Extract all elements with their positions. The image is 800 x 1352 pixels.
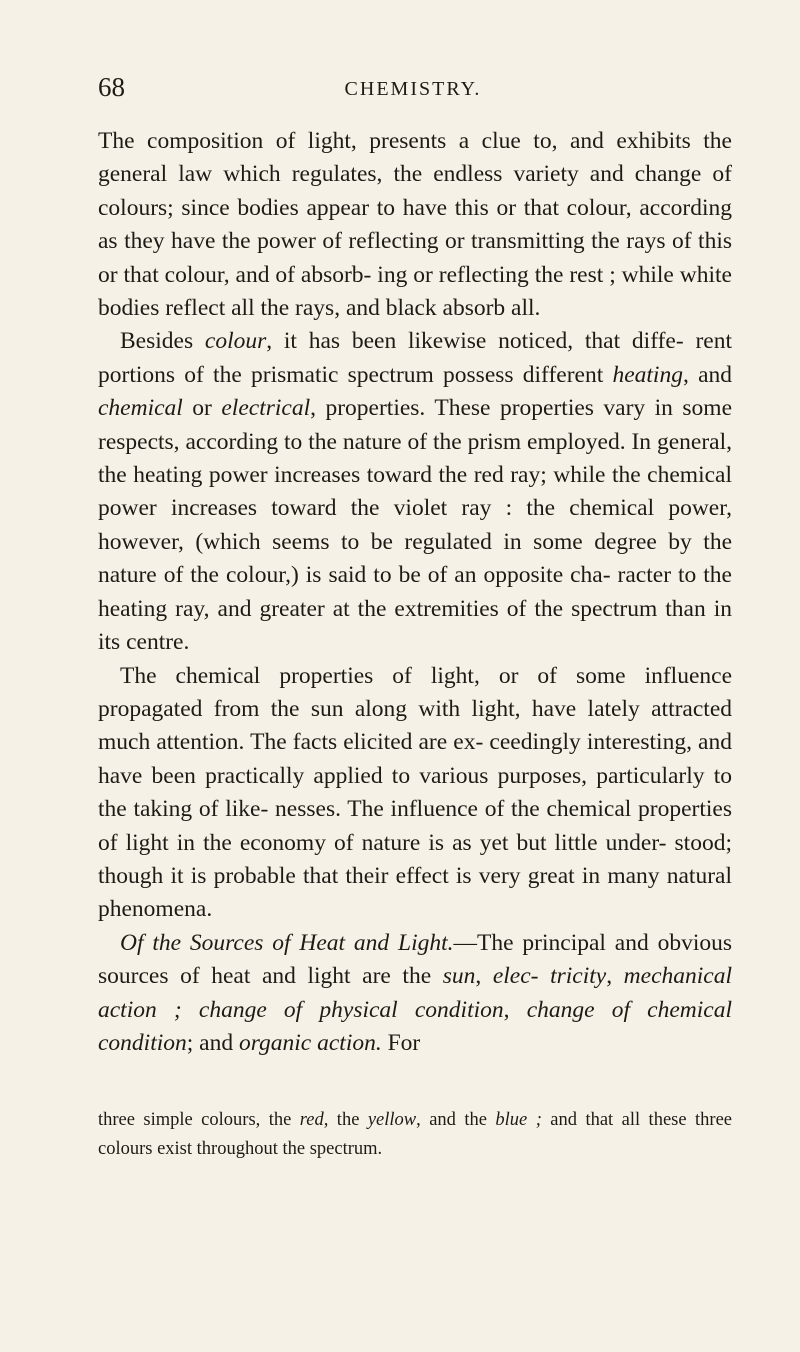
text-segment: —The principal and obvious sources of heat and light are the	[98, 929, 733, 990]
paragraph-sources-of-heat	[98, 927, 732, 1061]
italic-term: organic action.	[239, 1029, 382, 1056]
text-segment: and that all these three colours exist throughout the spectrum.	[98, 1110, 732, 1159]
page-number: 68	[98, 72, 125, 102]
body-text	[98, 125, 732, 1060]
text-segment: ,	[475, 963, 493, 990]
italic-term: sun	[442, 963, 476, 990]
text-segment: ,	[606, 963, 624, 990]
running-head	[98, 70, 728, 110]
italic-term: chemical	[98, 395, 183, 422]
paragraph-chemical-properties	[98, 660, 732, 927]
paragraph-colour-law	[98, 125, 732, 325]
italic-term: change of chemical condition	[98, 996, 732, 1056]
section-heading: Of the Sources of Heat and Light.	[120, 929, 454, 956]
text-segment: , and the	[416, 1110, 496, 1130]
italic-term: red	[299, 1110, 324, 1130]
italic-term: heating	[612, 361, 683, 388]
italic-term: elec- tricity	[492, 963, 607, 990]
text-segment: , the	[323, 1110, 368, 1130]
footnote	[98, 1106, 732, 1164]
text-segment: or	[182, 395, 222, 422]
text-segment: ,	[503, 996, 527, 1023]
text-segment: three simple colours, the	[98, 1110, 300, 1130]
text-segment: Besides	[120, 328, 205, 355]
running-title: CHEMISTRY.	[344, 78, 482, 100]
paragraph-spectrum-properties	[98, 325, 732, 659]
text-segment: , and	[682, 361, 732, 388]
italic-term: colour	[204, 328, 267, 355]
text-segment: For	[381, 1029, 421, 1056]
italic-term: blue ;	[495, 1110, 542, 1130]
italic-term: mechanical action ; change of physical condition	[98, 963, 732, 1023]
italic-term: electrical	[221, 395, 311, 422]
text-segment: , properties. These properties vary in some respects, according to the nature of the prism employed. In general, the heating power increases toward the red ray; while the chemical power increases toward the violet ray : the chemical power, however, (which seems to be regulated in some degree by the nature of the colour,) is said to be of an opposite cha- racter to the heating ray, and greater at the extremities of the spectrum than in its centre.	[98, 395, 732, 656]
text-segment: The chemical properties of light, or of some influence propagated from the sun along with light, have lately attracted much attention. The facts elicited are ex- ceedingly interesting, and have been practically applied to various purposes, particularly to the taking of like- nesses. The influence of the chemical properties of light in the economy of nature is as yet but little under- stood; though it is probable that their effect is very great in many natural phenomena.	[98, 662, 732, 923]
italic-term: yellow	[367, 1110, 417, 1130]
text-segment: ; and	[186, 1029, 239, 1056]
text-segment: , it has been likewise noticed, that diffe- rent portions of the prismatic spectrum possess different	[98, 328, 732, 388]
text-segment: The composition of light, presents a clue to, and exhibits the general law which regulates, the endless variety and change of colours; since bodies appear to have this or that colour, according as they have the power of reflecting or transmitting the rays of this or that colour, and of absorb- ing or reflecting the rest ; while white bodies reflect all the rays, and black absorb all.	[98, 128, 732, 322]
footnote-text	[98, 1106, 732, 1164]
